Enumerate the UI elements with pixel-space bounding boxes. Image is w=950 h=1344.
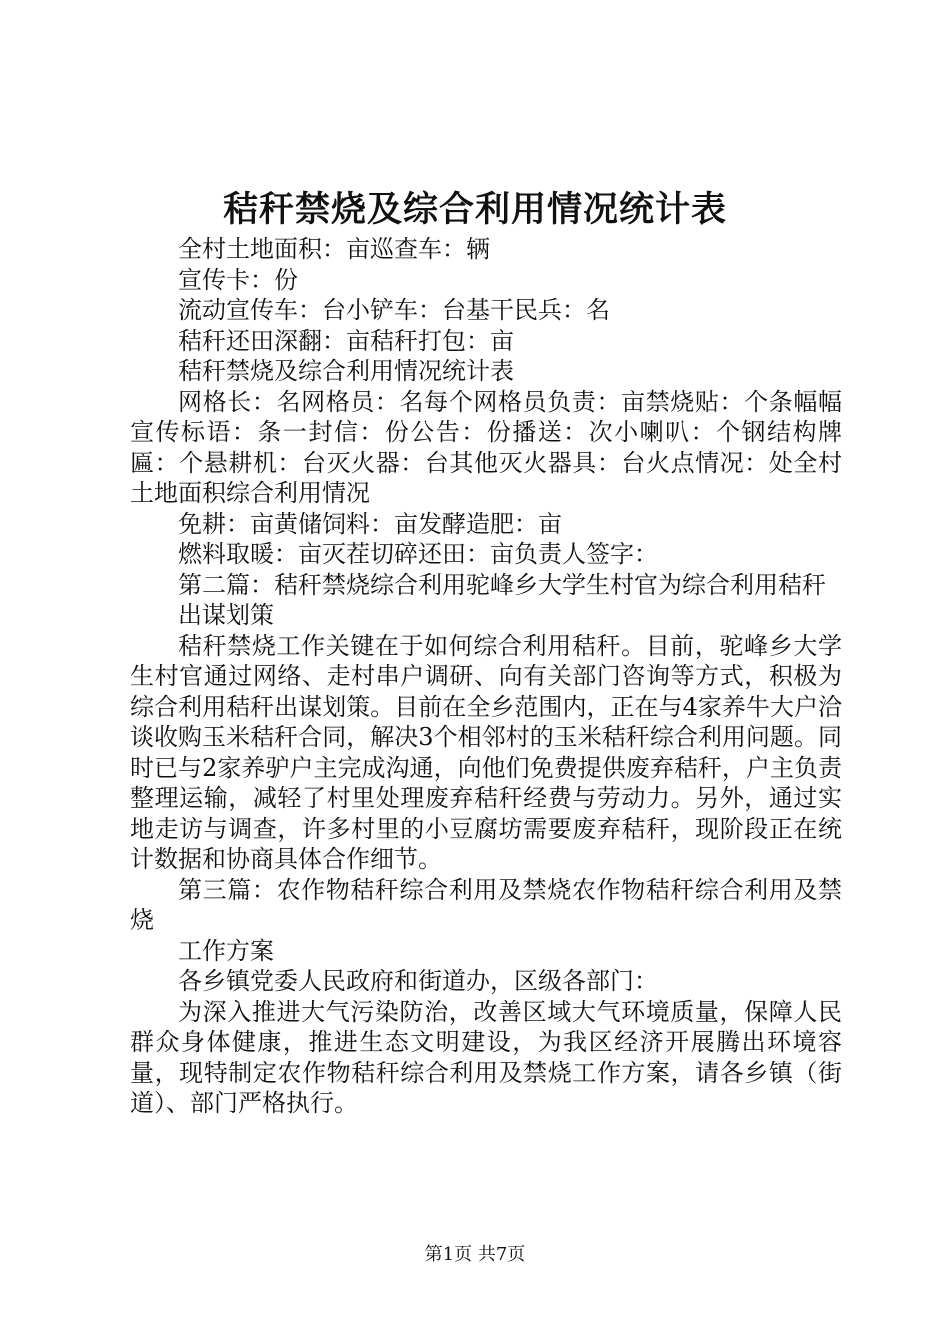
paragraph: 燃料取暖：亩灭茬切碎还田：亩负责人签字： bbox=[178, 540, 658, 568]
paragraph: 各乡镇党委人民政府和街道办，区级各部门： bbox=[178, 967, 658, 995]
paragraph: 秸秆禁烧工作关键在于如何综合利用秸秆。目前，驼峰乡大学生村官通过网络、走村串户调研、向有关部门咨询等方式，积极为综合利用秸秆出谋划策。目前在全乡范围内，正在与4家养牛大户洽谈收购玉米秸秆合同，解决3个相邻村的玉米秸秆综合利用问题。同时已与2家养驴户主完成沟通，向他们免费提供废弃秸秆，户主负责整理运输，减轻了村里处理废弃秸秆经费与劳动力。另外，通过实地走访与调查，许多村里的小豆腐坊需要废弃秸秆，现阶段正在统计数据和协商具体合作细节。 bbox=[130, 631, 842, 873]
paragraph: 第三篇：农作物秸秆综合利用及禁烧农作物秸秆综合利用及禁烧 bbox=[130, 875, 842, 934]
paragraph: 出谋划策 bbox=[178, 601, 274, 629]
paragraph: 免耕：亩黄储饲料：亩发酵造肥：亩 bbox=[178, 509, 562, 538]
paragraph: 流动宣传车：台小铲车：台基干民兵：名 bbox=[178, 296, 610, 324]
page-number: 第1页 共7页 bbox=[424, 1244, 526, 1265]
paragraph: 网格长：名网格员：名每个网格员负责：亩禁烧贴：个条幅幅宣传标语：条一封信：份公告：份播送：次小喇叭：个钢结构牌匾：个悬耕机：台灭火器：台其他灭火器具：台火点情况：处全村土地面积综合利用情况 bbox=[130, 387, 842, 507]
paragraph: 宣传卡：份 bbox=[178, 265, 298, 294]
document-body bbox=[130, 234, 842, 1119]
paragraph: 秸秆还田深翻：亩秸秆打包：亩 bbox=[178, 326, 514, 355]
paragraph: 为深入推进大气污染防治，改善区域大气环境质量，保障人民群众身体健康，推进生态文明建设，为我区经济开展腾出环境容量，现特制定农作物秸秆综合利用及禁烧工作方案，请各乡镇（街道）、部门严格执行。 bbox=[130, 997, 842, 1117]
paragraph: 工作方案 bbox=[178, 936, 274, 965]
page-title: 秸秆禁烧及综合利用情况统计表 bbox=[222, 189, 727, 230]
paragraph: 全村土地面积：亩巡查车：辆 bbox=[178, 235, 490, 263]
paragraph: 秸秆禁烧及综合利用情况统计表 bbox=[178, 357, 514, 385]
paragraph: 第二篇：秸秆禁烧综合利用驼峰乡大学生村官为综合利用秸秆 bbox=[178, 570, 826, 599]
